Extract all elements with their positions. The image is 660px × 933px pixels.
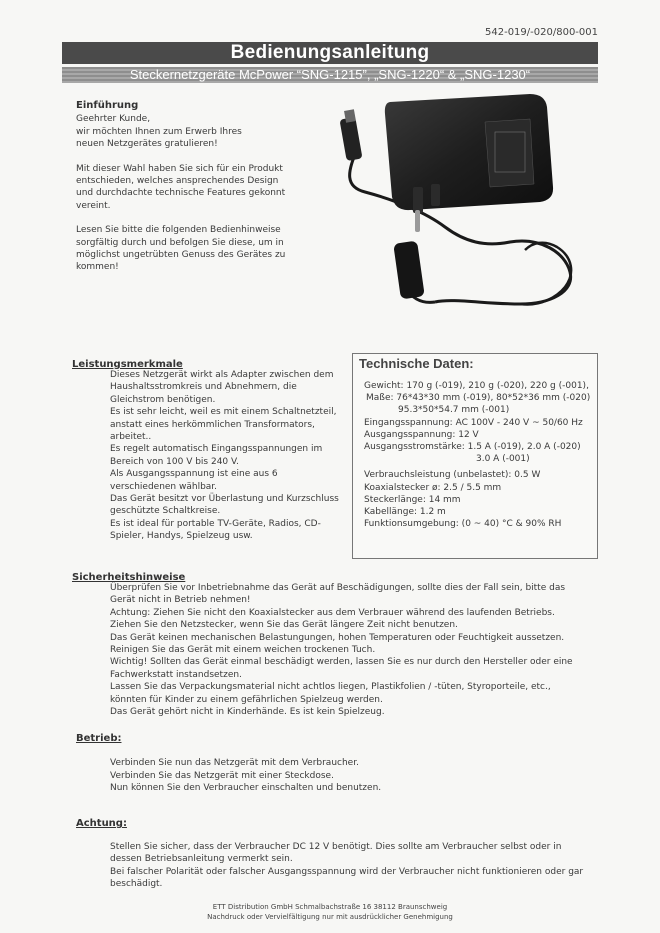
sicherheitshinweise-text [110,582,590,718]
text-line: verschiedenen wählbar. [110,481,218,492]
intro-section [76,100,306,286]
spec-output-voltage: Ausgangsspannung: 12 V [364,429,479,440]
text-line: Es ist sehr leicht, weil es mit einem Schaltnetzteil, [110,407,337,418]
intro-paragraph [76,224,306,274]
achtung-heading: Achtung: [76,818,127,829]
spec-cable-length: Kabellänge: 1.2 m [364,507,446,518]
page-subtitle: Steckernetzgeräte McPower “SNG-1215”, „SNG-1220“ & „SNG-1230“ [62,67,598,83]
sicherheitshinweise-heading: Sicherheitshinweise [72,572,186,583]
text-line: Bereich von 100 V bis 240 V. [110,456,239,467]
spec-environment: Funktionsumgebung: (0 ~ 40) °C & 90% RH [364,519,562,530]
text-line: Achtung: Ziehen Sie nicht den Koaxialstecker aus dem Verbrauer während des laufenden Betriebs. [110,607,555,618]
intro-line: wir möchten Ihnen zum Erwerb Ihres [76,126,242,137]
intro-line: neuen Netzgerätes gratulieren! [76,139,218,150]
leistungsmerkmale-text [110,369,350,543]
text-line: Es ist ideal für portable TV-Geräte, Radios, CD- [110,518,321,529]
achtung-text [110,841,600,891]
power-adapter-image [335,92,585,317]
text-line: Das Gerät keinen mechanischen Belastungungen, hohen Temperaturen oder Feuchtigkeit aussetzen. [110,632,565,643]
text-line: geschützte Schaltkreise. [110,506,221,517]
document-number: 542-019/-020/800-001 [485,27,598,38]
text-line: Überprüfen Sie vor Inbetriebnahme das Gerät auf Beschädigungen, sollte dies der Fall sein, bitte das [110,583,566,593]
text-line: beschädigt. [110,879,163,890]
page-title: Bedienungsanleitung [62,42,598,64]
spec-dimensions-cont: 95.3*50*54.7 mm (-001) [398,405,510,416]
text-line: Dieses Netzgerät wirkt als Adapter zwischen dem [110,370,334,380]
text-line: Das Gerät gehört nicht in Kinderhände. Es ist kein Spielzeug. [110,707,385,718]
text-line: Stellen Sie sicher, dass der Verbraucher DC 12 V benötigt. Dies sollte am Verbraucher selbst oder in [110,842,562,852]
text-line: Gerät nicht in Betrieb nehmen! [110,595,251,606]
spec-power-consumption: Verbrauchsleistung (unbelastet): 0.5 W [364,470,541,481]
intro-heading: Einführung [76,100,139,111]
spec-output-current-cont: 3.0 A (-001) [476,454,530,465]
footer [180,902,480,922]
text-line: Es regelt automatisch Eingangsspannungen im [110,444,323,455]
spec-plug-length: Steckerlänge: 14 mm [364,494,461,505]
intro-paragraph [76,113,306,150]
spec-input-voltage: Eingangsspannung: AC 100V - 240 V ~ 50/60 Hz [364,417,583,428]
text-line: Das Gerät besitzt vor Überlastung und Kurzschluss [110,494,339,505]
text-line: Verbinden Sie das Netzgerät mit einer Steckdose. [110,770,334,781]
intro-line: sorgfältig durch und befolgen Sie diese, um in [76,237,284,248]
text-line: Nun können Sie den Verbraucher einschalten und benutzen. [110,783,382,794]
intro-line: und durchdachte technische Features gekonnt [76,188,286,199]
text-line: dessen Betriebsanleitung vermerkt sein. [110,854,293,865]
text-line: Ziehen Sie den Netzstecker, wenn Sie das Gerät längere Zeit nicht benutzen. [110,620,458,631]
text-line: Lassen Sie das Verpackungsmaterial nicht achtlos liegen, Plastikfolien / -tüten, Styroporteile, etc., [110,682,551,693]
technical-data-heading: Technische Daten: [359,356,474,371]
intro-paragraph [76,163,306,213]
footer-address: ETT Distribution GmbH Schmalbachstraße 16 38112 Braunschweig [212,903,448,911]
text-line: anstatt eines herkömmlichen Transformators, [110,419,315,430]
footer-copyright: Nachdruck oder Vervielfältigung nur mit ausdrücklicher Genehmigung [207,913,453,921]
text-line: Reinigen Sie das Gerät mit einem weichen trockenen Tuch. [110,645,376,656]
intro-line: Lesen Sie bitte die folgenden Bedienhinweise [76,225,281,236]
text-line: Als Ausgangsspannung ist eine aus 6 [110,469,278,480]
spec-output-current: Ausgangsstromstärke: 1.5 A (-019), 2.0 A (-020) [364,442,581,453]
intro-line: Mit dieser Wahl haben Sie sich für ein Produkt [76,163,283,174]
text-line: könnten für Kinder zu einem gefährlichen Spielzeug werden. [110,694,383,705]
text-line: Spieler, Handys, Spielzeug usw. [110,531,253,542]
intro-line: kommen! [76,262,119,273]
betrieb-text [110,757,590,795]
intro-line: vereint. [76,200,111,211]
betrieb-heading: Betrieb: [76,733,122,744]
text-line: Verbinden Sie nun das Netzgerät mit dem Verbraucher. [110,758,359,768]
spec-coax-plug: Koaxialstecker ø: 2.5 / 5.5 mm [364,482,502,493]
text-line: Bei falscher Polarität oder falscher Ausgangsspannung wird der Verbraucher nicht funktionieren oder gar [110,866,584,877]
intro-line: möglichst ungetrübten Genuss des Gerätes zu [76,250,286,261]
text-line: Haushaltsstromkreis und Abnehmern, die [110,382,297,393]
text-line: Gleichstrom benötigen. [110,394,216,405]
technical-data-list [364,380,596,530]
text-line: arbeitet.. [110,432,152,443]
intro-line: entschieden, welches ansprechendes Design [76,176,279,187]
leistungsmerkmale-heading: Leistungsmerkmale [72,359,183,370]
spec-dimensions: Maße: 76*43*30 mm (-019), 80*52*36 mm (-020) [366,393,591,404]
intro-line: Geehrter Kunde, [76,114,151,125]
spec-weight: Gewicht: 170 g (-019), 210 g (-020), 220 g (-001), [364,381,589,391]
text-line: Wichtig! Sollten das Gerät einmal beschädigt werden, lassen Sie es nur durch den Hersteller oder eine [110,657,573,668]
text-line: Fachwerkstatt instandsetzen. [110,669,242,680]
